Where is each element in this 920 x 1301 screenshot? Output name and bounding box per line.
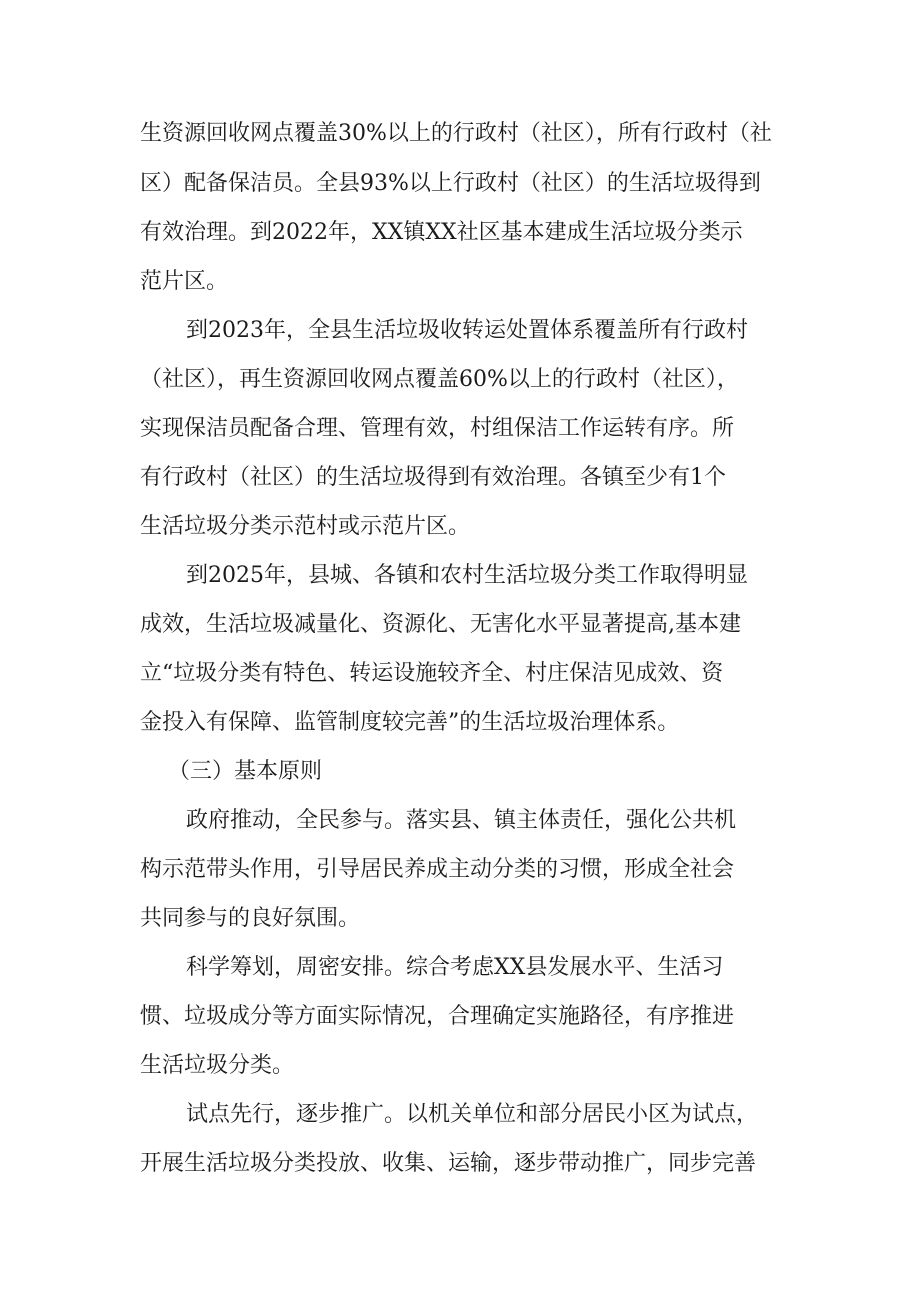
body-text-line: 成效，生活垃圾减量化、资源化、无害化水平显著提高,基本建 bbox=[140, 612, 741, 637]
body-text-line: 有行政村（社区）的生活垃圾得到有效治理。各镇至少有1个 bbox=[140, 465, 726, 490]
body-text-line: （社区），再生资源回收网点覆盖60%以上的行政村（社区）， bbox=[140, 367, 739, 392]
body-text-line: 构示范带头作用，引导居民养成主动分类的习惯，形成全社会 bbox=[140, 857, 735, 882]
body-text-line: 开展生活垃圾分类投放、收集、运输，逐步带动推广，同步完善 bbox=[140, 1151, 757, 1176]
body-text-line: 惯、垃圾成分等方面实际情况，合理确定实施路径，有序推进 bbox=[140, 1004, 735, 1029]
paragraph-first-line: 到2025年，县城、各镇和农村生活垃圾分类工作取得明显 bbox=[186, 563, 748, 588]
body-text-line: 金投入有保障、监管制度较完善”的生活垃圾治理体系。 bbox=[140, 710, 680, 735]
body-text-line: 有效治理。到2022年，XX镇XX社区基本建成生活垃圾分类示 bbox=[140, 220, 743, 245]
body-text-line: 生资源回收网点覆盖30%以上的行政村（社区），所有行政村（社 bbox=[140, 121, 772, 146]
paragraph-first-line: 试点先行，逐步推广。以机关单位和部分居民小区为试点， bbox=[186, 1102, 759, 1127]
body-text-line: 共同参与的良好氛围。 bbox=[140, 906, 361, 931]
body-text-line: 生活垃圾分类。 bbox=[140, 1053, 295, 1078]
paragraph-first-line: 到2023年，全县生活垃圾收转运处置体系覆盖所有行政村 bbox=[186, 318, 748, 343]
paragraph-first-line: 科学筹划，周密安排。综合考虑XX县发展水平、生活习 bbox=[186, 955, 724, 980]
body-text-line: 范片区。 bbox=[140, 269, 229, 294]
section-heading: （三）基本原则 bbox=[168, 759, 323, 784]
body-text-line: 生活垃圾分类示范村或示范片区。 bbox=[140, 514, 471, 539]
body-text-line: 实现保洁员配备合理、管理有效，村组保洁工作运转有序。所 bbox=[140, 416, 735, 441]
body-text-line: 立“垃圾分类有特色、转运设施较齐全、村庄保洁见成效、资 bbox=[140, 661, 724, 686]
body-text-line: 区）配备保洁员。全县93%以上行政村（社区）的生活垃圾得到 bbox=[140, 171, 761, 196]
paragraph-first-line: 政府推动，全民参与。落实县、镇主体责任，强化公共机 bbox=[186, 808, 737, 833]
